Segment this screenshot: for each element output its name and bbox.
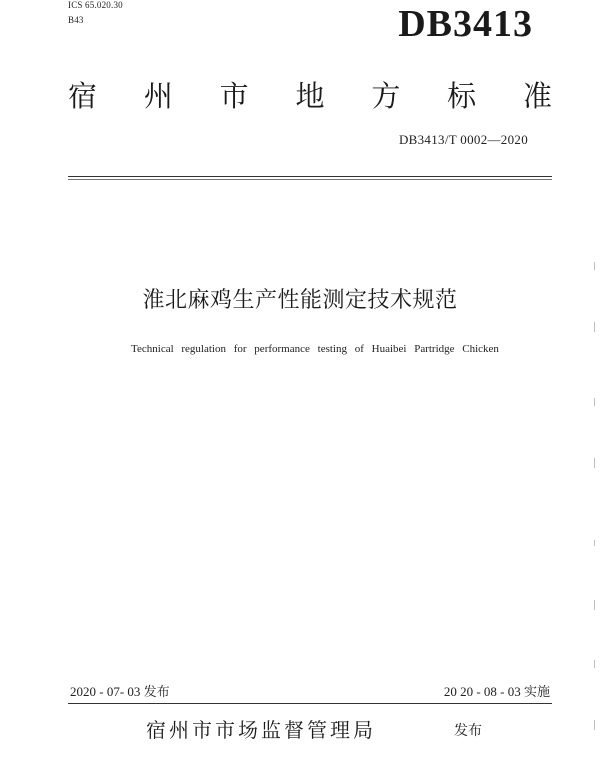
category-char: 准: [522, 79, 552, 113]
standard-code-mark: DB3413: [398, 3, 533, 45]
scan-speck: [594, 458, 595, 468]
scan-speck: [594, 262, 595, 270]
issuing-authority: 宿州市市场监督管理局: [146, 718, 376, 742]
title-english: Technical regulation for performance testing of Huaibei Partridge Chicken: [131, 343, 499, 355]
publish-date: 2020 - 07- 03 发布: [70, 684, 170, 699]
top-divider-thin: [68, 179, 552, 180]
category-char: 宿: [68, 79, 98, 113]
title-chinese: 淮北麻鸡生产性能测定技术规范: [142, 288, 458, 313]
bottom-divider: [68, 703, 552, 704]
category-char: 地: [295, 79, 325, 113]
category-char: 州: [143, 79, 173, 113]
category-char: 市: [219, 79, 249, 113]
scan-speck: [594, 720, 595, 730]
scan-speck: [594, 398, 595, 406]
issue-label: 发布: [454, 723, 482, 739]
scan-speck: [594, 540, 595, 546]
standard-category: [68, 78, 552, 114]
implement-date: 20 20 - 08 - 03 实施: [443, 684, 550, 699]
scan-speck: [594, 660, 595, 668]
top-divider: [68, 176, 552, 177]
category-char: 方: [371, 79, 401, 113]
ics-code: ICS 65.020.30: [68, 0, 123, 10]
scan-speck: [594, 600, 595, 610]
scan-speck: [594, 322, 595, 332]
standard-number: DB3413/T 0002—2020: [398, 132, 528, 147]
category-char: 标: [447, 79, 477, 113]
ccs-code: B43: [68, 15, 84, 25]
